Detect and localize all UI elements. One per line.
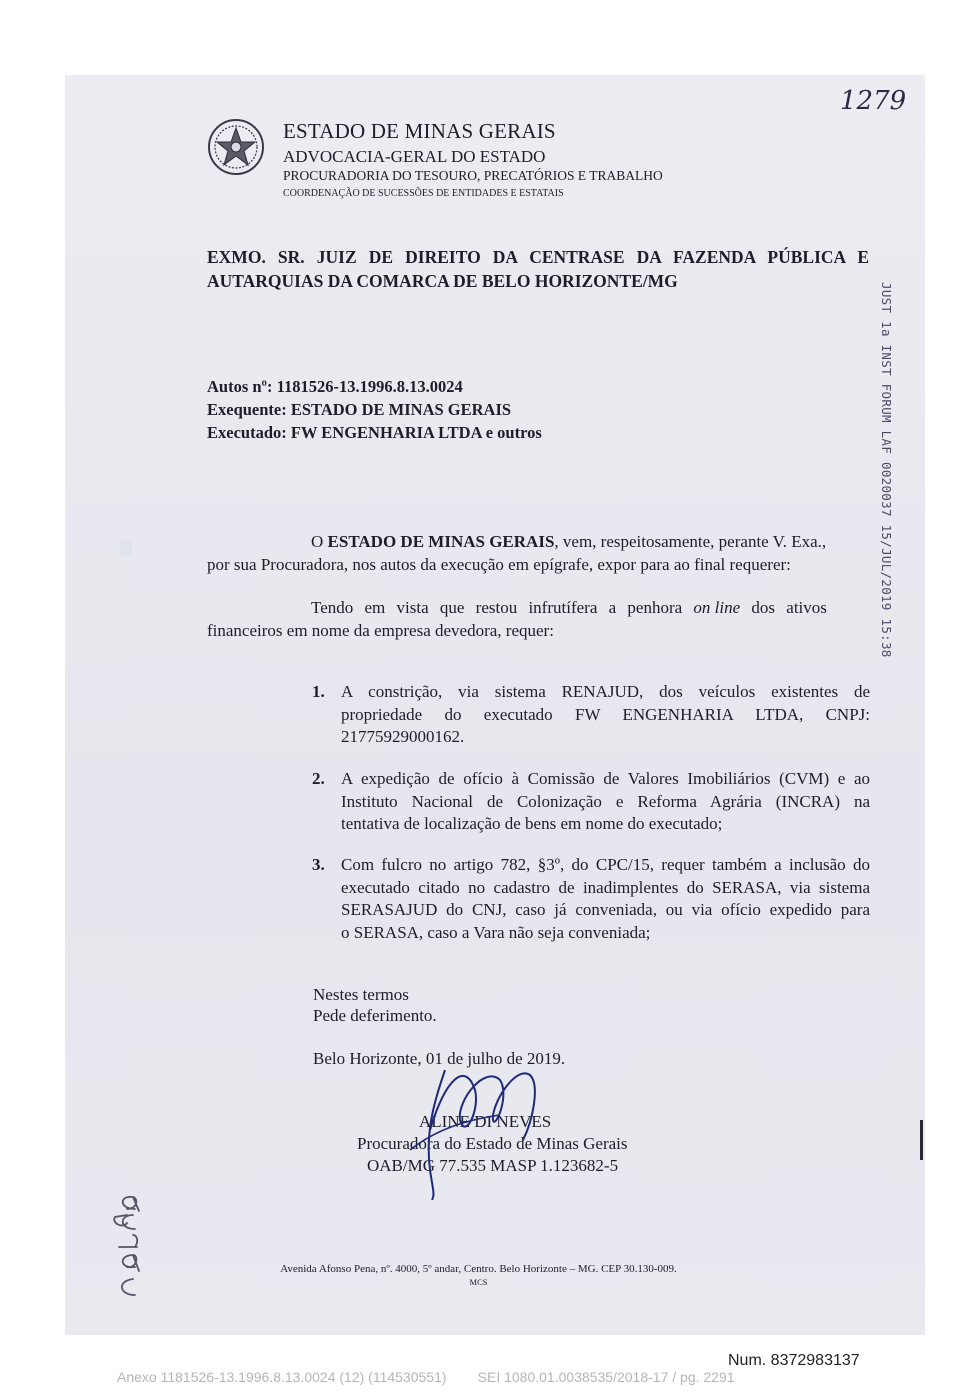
request-number: 2. [312, 769, 325, 788]
request-number: 1. [312, 682, 325, 701]
case-exequente: Exequente: ESTADO DE MINAS GERAIS [207, 400, 512, 419]
protocol-stamp: JUST 1a INST FORUM LAF 0020037 15/JUL/2019 15:38 [879, 282, 894, 658]
letterhead-department: PROCURADORIA DO TESOURO, PRECATÓRIOS E TRABALHO [283, 168, 663, 183]
intro-line-1: O ESTADO DE MINAS GERAIS, vem, respeitosamente, perante V. Exa., [311, 532, 827, 551]
place-date: Belo Horizonte, 01 de julho de 2019. [313, 1049, 566, 1068]
closing-line-2: Pede deferimento. [313, 1006, 437, 1025]
request-item-3: 3. Com fulcro no artigo 782, §3º, do CPC/15, requer também a inclusão do executado citado no cadastro de inadimplentes do SERASA, via sistema SERASAJUD do CNJ, caso já conveniada, ou via ofício expedido para o SERASA, caso a Vara não seja conveniada; [312, 855, 870, 942]
request-item-1: 1. A constrição, via sistema RENAJUD, dos veículos existentes de propriedade do executado FW ENGENHARIA LTDA, CNPJ: 21775929000162. [312, 682, 870, 746]
addressee-line-2: AUTARQUIAS DA COMARCA DE BELO HORIZONTE/MG [207, 271, 678, 291]
state-seal-icon [207, 118, 265, 176]
case-number: Autos nº: 1181526-13.1996.8.13.0024 [207, 377, 463, 396]
signatory-role: Procuradora do Estado de Minas Gerais [357, 1134, 628, 1153]
footer-address: Avenida Afonso Pena, nº. 4000, 5º andar, Centro. Belo Horizonte – MG. CEP 30.130-009. [280, 1263, 677, 1275]
letterhead-agency: ADVOCACIA-GERAL DO ESTADO [283, 147, 546, 166]
reason-line-2: financeiros em nome da empresa devedora, requer: [207, 621, 554, 640]
handwritten-page-number: 1279 [840, 86, 907, 116]
svg-text:carga: carga [105, 1195, 108, 1196]
footer-initials: MCS [469, 1277, 488, 1287]
request-item-2: 2. A expedição de ofício à Comissão de Valores Imobiliários (CVM) e ao Instituto Nacional de Colonização e Reforma Agrária (INCRA) na tentativa de localização de bens em nome do executado; [312, 769, 870, 833]
letterhead-state: ESTADO DE MINAS GERAIS [283, 119, 556, 143]
letterhead-coordination: COORDENAÇÃO DE SUCESSÕES DE ENTIDADES E ESTATAIS [283, 188, 564, 199]
reason-paragraph [207, 596, 869, 642]
intro-party: ESTADO DE MINAS GERAIS [327, 532, 555, 551]
addressee-line-1: EXMO. SR. JUIZ DE DIREITO DA CENTRASE DA FAZENDA PÚBLICA E [207, 247, 869, 267]
intro-line-2: por sua Procuradora, nos autos da execução em epígrafe, expor para ao final requerer: [207, 555, 791, 574]
addressee [207, 245, 869, 293]
document-number: Num. 8372983137 [728, 1352, 860, 1369]
scan-edge-mark [920, 1120, 923, 1160]
intro-paragraph [207, 530, 869, 576]
scan-artifact [120, 540, 132, 556]
signatory-name: ALINE DI NEVES [419, 1112, 552, 1131]
signatory-registration: OAB/MG 77.535 MASP 1.123682-5 [367, 1156, 619, 1175]
request-number: 3. [312, 855, 325, 874]
closing-line-1: Nestes termos [313, 985, 409, 1004]
reason-line-1: Tendo em vista que restou infrutífera a penhora on line dos ativos [311, 598, 827, 617]
annex-line: Anexo 1181526-13.1996.8.13.0024 (12) (114530551) SEI 1080.01.0038535/2018-17 / pg. 2291 [117, 1369, 735, 1385]
case-executado: Executado: FW ENGENHARIA LTDA e outros [207, 423, 542, 442]
